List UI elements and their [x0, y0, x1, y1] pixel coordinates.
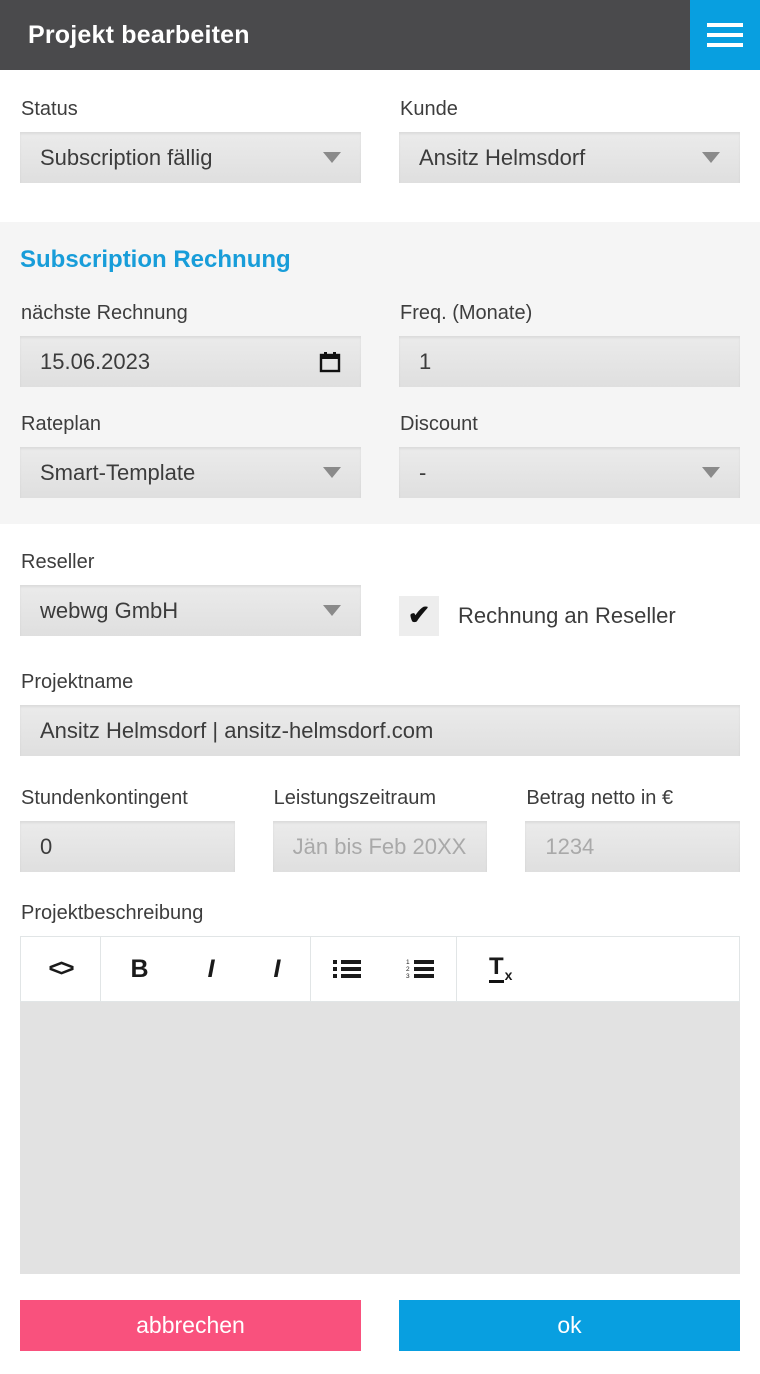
bold-button[interactable]: B: [130, 954, 149, 983]
kunde-select[interactable]: [399, 132, 740, 183]
leistungszeitraum-label: Leistungszeitraum: [273, 787, 436, 809]
status-select[interactable]: [20, 132, 361, 183]
rechnung-an-reseller-checkbox[interactable]: [399, 596, 439, 636]
projektname-input[interactable]: [20, 705, 740, 756]
reseller-select[interactable]: [20, 585, 361, 636]
chevron-down-icon: [323, 152, 341, 163]
hamburger-icon: [707, 23, 743, 27]
stundenkontingent-label: Stundenkontingent: [21, 787, 188, 809]
projektbeschreibung-label: Projektbeschreibung: [21, 902, 204, 924]
stundenkontingent-input[interactable]: [20, 821, 235, 872]
chevron-down-icon: [323, 605, 341, 616]
ok-button[interactable]: ok: [399, 1300, 740, 1351]
rateplan-value: Smart-Template: [40, 459, 196, 485]
betrag-netto-label: Betrag netto in €: [526, 787, 674, 809]
status-value: Subscription fällig: [40, 144, 213, 170]
richtext-toolbar: [20, 936, 740, 1002]
svg-text:1: 1: [405, 959, 410, 966]
projektname-label: Projektname: [21, 671, 134, 693]
svg-text:2: 2: [405, 966, 410, 973]
remove-format-x: x: [504, 967, 513, 983]
naechste-rechnung-value: 15.06.2023: [40, 348, 151, 374]
bulleted-list-icon: [333, 958, 361, 980]
subscription-section: [0, 222, 760, 524]
leistungszeitraum-input[interactable]: [273, 821, 488, 872]
projektbeschreibung-textarea[interactable]: [20, 1002, 740, 1274]
chevron-down-icon: [702, 467, 720, 478]
freq-label: Freq. (Monate): [400, 302, 533, 324]
rechnung-an-reseller-label: Rechnung an Reseller: [458, 602, 676, 628]
discount-label: Discount: [400, 413, 478, 435]
italic-button[interactable]: I: [207, 954, 215, 983]
cancel-button[interactable]: abbrechen: [20, 1300, 361, 1351]
calendar-icon: [319, 351, 341, 373]
italic-alt-button[interactable]: I: [273, 954, 281, 983]
top-bar: [0, 0, 760, 70]
kunde-label: Kunde: [400, 98, 458, 120]
discount-select[interactable]: [399, 447, 740, 498]
rateplan-select[interactable]: [20, 447, 361, 498]
hamburger-icon: [707, 43, 743, 47]
reseller-value: webwg GmbH: [40, 597, 179, 623]
bulleted-list-button[interactable]: [333, 958, 361, 980]
naechste-rechnung-date-field[interactable]: [20, 336, 361, 387]
status-label: Status: [21, 98, 78, 120]
reseller-label: Reseller: [21, 551, 95, 573]
rateplan-label: Rateplan: [21, 413, 102, 435]
hamburger-icon: [707, 33, 743, 37]
menu-button[interactable]: [690, 0, 760, 70]
remove-format-button[interactable]: [489, 955, 512, 983]
numbered-list-button[interactable]: [406, 958, 434, 980]
chevron-down-icon: [702, 152, 720, 163]
checkmark-icon: ✔: [407, 600, 431, 630]
section-heading: Subscription Rechnung: [20, 246, 291, 273]
numbered-list-icon: [406, 958, 434, 980]
svg-text:3: 3: [405, 973, 410, 980]
remove-format-T: T: [489, 955, 504, 983]
kunde-value: Ansitz Helmsdorf: [419, 144, 586, 170]
betrag-netto-input[interactable]: [525, 821, 740, 872]
chevron-down-icon: [323, 467, 341, 478]
discount-value: -: [419, 459, 427, 485]
source-code-button[interactable]: <>: [48, 955, 73, 982]
naechste-rechnung-label: nächste Rechnung: [21, 302, 188, 324]
page-title: Projekt bearbeiten: [28, 20, 250, 49]
freq-input[interactable]: [399, 336, 740, 387]
